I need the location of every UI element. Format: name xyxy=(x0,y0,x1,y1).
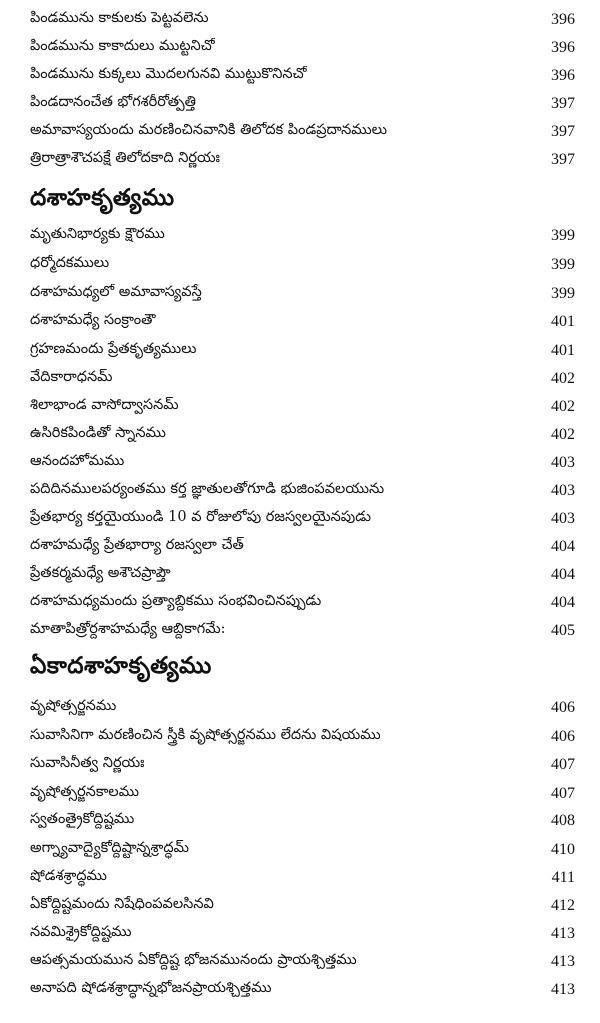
list-item xyxy=(30,6,575,34)
entry-title: దశాహమధ్యే సంక్రాంతౌ xyxy=(30,312,156,328)
list-item xyxy=(30,920,575,948)
entry-title: నవమిశ్రైకోద్దిష్టము xyxy=(30,924,132,940)
list-item xyxy=(30,449,575,477)
entry-title: పిండమును కుక్కలు మొదలగునవి ముట్టుకొనినచో xyxy=(30,66,307,82)
entry-page: 407 xyxy=(551,785,575,802)
entry-page: 404 xyxy=(551,538,575,555)
list-item xyxy=(30,694,575,722)
list-item xyxy=(30,222,575,250)
entry-page: 396 xyxy=(551,11,575,28)
entry-page: 402 xyxy=(551,426,575,443)
entry-page: 402 xyxy=(551,398,575,415)
entry-page: 396 xyxy=(551,67,575,84)
entry-page: 401 xyxy=(551,313,575,330)
entry-page: 401 xyxy=(551,342,575,359)
list-item xyxy=(30,617,575,645)
list-item xyxy=(30,864,575,892)
entry-page: 399 xyxy=(551,256,575,273)
section-heading-ekadashaha: ఏకాదశాహకృత్యము xyxy=(30,653,212,679)
entry-title: ధర్మోదకములు xyxy=(30,255,110,271)
entry-title: వేదికారాధనమ్ xyxy=(30,369,113,385)
entry-title: అనాపది షోడశశ్రాద్ధాన్నభోజనప్రాయశ్చిత్తము xyxy=(30,980,272,996)
list-item xyxy=(30,34,575,62)
entry-page: 408 xyxy=(551,812,575,829)
list-item xyxy=(30,589,575,617)
list-item xyxy=(30,90,575,118)
entry-page: 399 xyxy=(551,285,575,302)
list-item xyxy=(30,533,575,561)
entry-page: 413 xyxy=(551,953,575,970)
list-item xyxy=(30,251,575,279)
list-item xyxy=(30,807,575,835)
entry-title: సువాసినిగా మరణించిన స్త్రీకి వృషోత్సర్జనము లేదను విషయము xyxy=(30,727,381,743)
entry-title: ఉసిరికపిండితో స్నానము xyxy=(30,425,166,441)
entry-page: 403 xyxy=(551,482,575,499)
list-item xyxy=(30,146,575,174)
entry-title: స్వతంత్రైకోద్దిష్టము xyxy=(30,811,135,827)
entry-title: పిండమును కాకులకు పెట్టవలెను xyxy=(30,10,209,26)
entry-page: 397 xyxy=(551,123,575,140)
entry-page: 413 xyxy=(551,925,575,942)
entry-page: 397 xyxy=(551,95,575,112)
entry-title: సువాసినీత్వ నిర్ణయః xyxy=(30,755,145,771)
entry-title: అగ్న్యావాద్యైకోద్దిష్టాన్నశ్రాద్ధమ్ xyxy=(30,840,189,856)
entry-title: షోడశశ్రాద్ధము xyxy=(30,868,107,884)
entry-title: మాతాపిత్రోర్దశాహమధ్యే ఆబ్దికాగమే: xyxy=(30,621,226,637)
entry-title: ప్రేతకర్మమధ్యే అశౌచప్రాప్తౌ xyxy=(30,565,171,581)
list-item xyxy=(30,505,575,533)
entry-title: త్రిరాత్రాశౌచపక్షే తిలోదకాది నిర్ణయః xyxy=(30,150,220,166)
entry-title: ప్రేతభార్య కర్తయైయుండి 10 వ రోజులోపు రజస్వలయైనపుడు xyxy=(30,509,371,525)
list-item xyxy=(30,62,575,90)
list-item xyxy=(30,477,575,505)
list-item xyxy=(30,280,575,308)
list-item xyxy=(30,976,575,1004)
entry-title: దశాహమధ్యే ప్రేతభార్యా రజస్వలా చేత్ xyxy=(30,537,244,553)
section-heading-dashaha: దశాహకృత్యము xyxy=(30,185,175,211)
entry-title: అమావాస్యయందు మరణించినవానికి తిలోదక పిండప్రదానములు xyxy=(30,122,387,138)
entry-page: 407 xyxy=(551,756,575,773)
list-item xyxy=(30,780,575,808)
entry-page: 403 xyxy=(551,454,575,471)
entry-title: శిలాభాండ వాసోద్వాసనమ్ xyxy=(30,397,179,413)
list-item xyxy=(30,393,575,421)
entry-page: 412 xyxy=(551,897,575,914)
entry-page: 403 xyxy=(551,510,575,527)
entry-title: వృషోత్సర్జనకాలము xyxy=(30,784,140,800)
list-item xyxy=(30,561,575,589)
entry-title: ఏకోద్దిష్టమందు నిషేధింపవలసినవి xyxy=(30,896,214,912)
entry-page: 399 xyxy=(551,227,575,244)
entry-page: 406 xyxy=(551,699,575,716)
entry-page: 413 xyxy=(551,981,575,998)
entry-title: గ్రహణమందు ప్రేతకృత్యములు xyxy=(30,341,197,357)
list-item xyxy=(30,723,575,751)
list-item xyxy=(30,421,575,449)
list-item xyxy=(30,337,575,365)
list-item xyxy=(30,892,575,920)
list-item xyxy=(30,836,575,864)
entry-page: 397 xyxy=(551,151,575,168)
entry-title: పిండమును కాకాదులు ముట్టనిచో xyxy=(30,38,215,54)
entry-page: 411 xyxy=(551,869,575,886)
entry-title: పిండదానంచేత భోగశరీరోత్పత్తి xyxy=(30,94,196,110)
entry-page: 405 xyxy=(551,622,575,639)
list-item xyxy=(30,751,575,779)
entry-title: పదిదినములపర్యంతము కర్త జ్ఞాతులతోగూడి భుజింపవలయును xyxy=(30,481,385,497)
entry-page: 402 xyxy=(551,370,575,387)
entry-page: 410 xyxy=(551,841,575,858)
entry-title: మృతునిభార్యకు క్షౌరము xyxy=(30,226,165,242)
entry-title: ఆపత్సమయమున ఏకోద్దిష్ట భోజనమునందు ప్రాయశ్చిత్తము xyxy=(30,952,357,968)
entry-page: 406 xyxy=(551,728,575,745)
list-item xyxy=(30,948,575,976)
list-item xyxy=(30,118,575,146)
entry-title: వృషోత్సర్జనము xyxy=(30,698,117,714)
entry-title: దశాహమధ్యలో అమావాస్యవస్తే xyxy=(30,284,202,300)
entry-title: ఆనందహోమము xyxy=(30,453,125,469)
entry-title: దశాహమధ్యమందు ప్రత్యాబ్దికము సంభవించినప్పుడు xyxy=(30,593,322,609)
list-item xyxy=(30,308,575,336)
entry-page: 404 xyxy=(551,594,575,611)
entry-page: 404 xyxy=(551,566,575,583)
list-item xyxy=(30,365,575,393)
entry-page: 396 xyxy=(551,39,575,56)
